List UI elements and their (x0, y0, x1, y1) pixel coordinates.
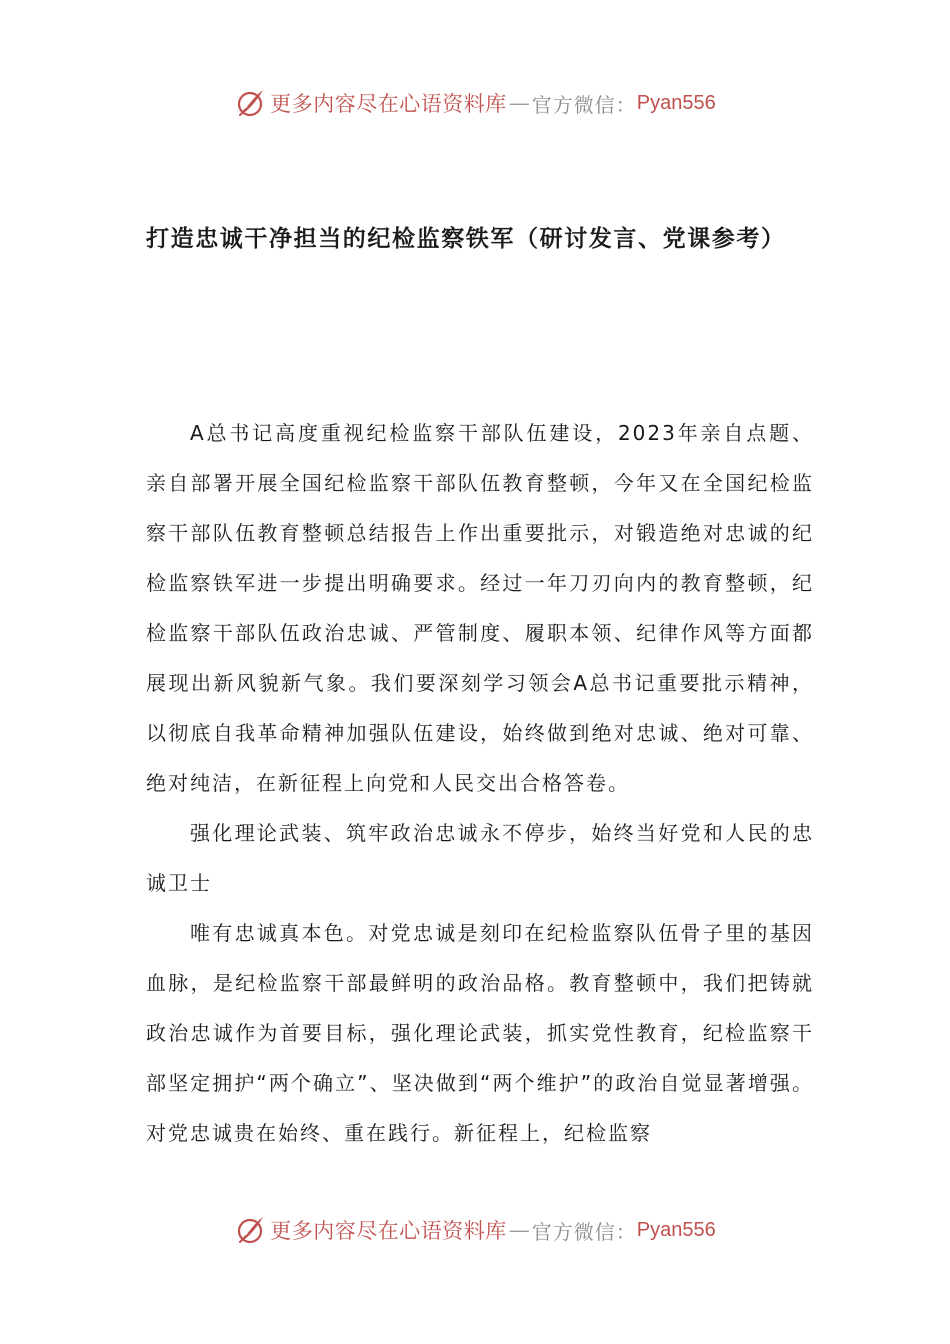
footer-contact-label: 官方微信： (531, 1219, 637, 1244)
body-paragraph-loyalty: 唯有忠诚真本色。对党忠诚是刻印在纪检监察队伍骨子里的基因血脉，是纪检监察干部最鲜明的政治品格。教育整顿中，我们把铸就政治忠诚作为首要目标，强化理论武装，抓实党性教育，纪检监察干部坚定拥护“两个确立”、坚决做到“两个维护”的政治自觉显著增强。对党忠诚贵在始终、重在践行。新征程上，纪检监察 (146, 921, 814, 1145)
header-contact-id: Pyan556 (636, 91, 716, 114)
header-contact-label: 官方微信： (531, 92, 637, 117)
footer-brand-text: 更多内容尽在心语资料库 (270, 1219, 507, 1243)
document-title: 打造忠诚干净担当的纪检监察铁军（研讨发言、党课参考） (146, 226, 786, 252)
header-banner (0, 83, 950, 123)
section-heading: 强化理论武装、筑牢政治忠诚永不停步，始终当好党和人民的忠诚卫士 (146, 821, 814, 895)
footer-dash: — (508, 1218, 530, 1242)
header-dash: — (508, 91, 530, 115)
quill-pen-logo-icon (234, 1214, 266, 1246)
footer-contact-id: Pyan556 (636, 1218, 716, 1241)
quill-pen-logo-icon (234, 87, 266, 119)
header-brand-text: 更多内容尽在心语资料库 (270, 92, 507, 116)
document-body (146, 408, 814, 1158)
body-paragraph-intro: A总书记高度重视纪检监察干部队伍建设，2023年亲自点题、亲自部署开展全国纪检监察干部队伍教育整顿，今年又在全国纪检监察干部队伍教育整顿总结报告上作出重要批示，对锻造绝对忠诚的纪检监察铁军进一步提出明确要求。经过一年刀刃向内的教育整顿，纪检监察干部队伍政治忠诚、严管制度、履职本领、纪律作风等方面都展现出新风貌新气象。我们要深刻学习领会A总书记重要批示精神，以彻底自我革命精神加强队伍建设，始终做到绝对忠诚、绝对可靠、绝对纯洁，在新征程上向党和人民交出合格答卷。 (146, 421, 814, 795)
footer-banner (0, 1210, 950, 1250)
